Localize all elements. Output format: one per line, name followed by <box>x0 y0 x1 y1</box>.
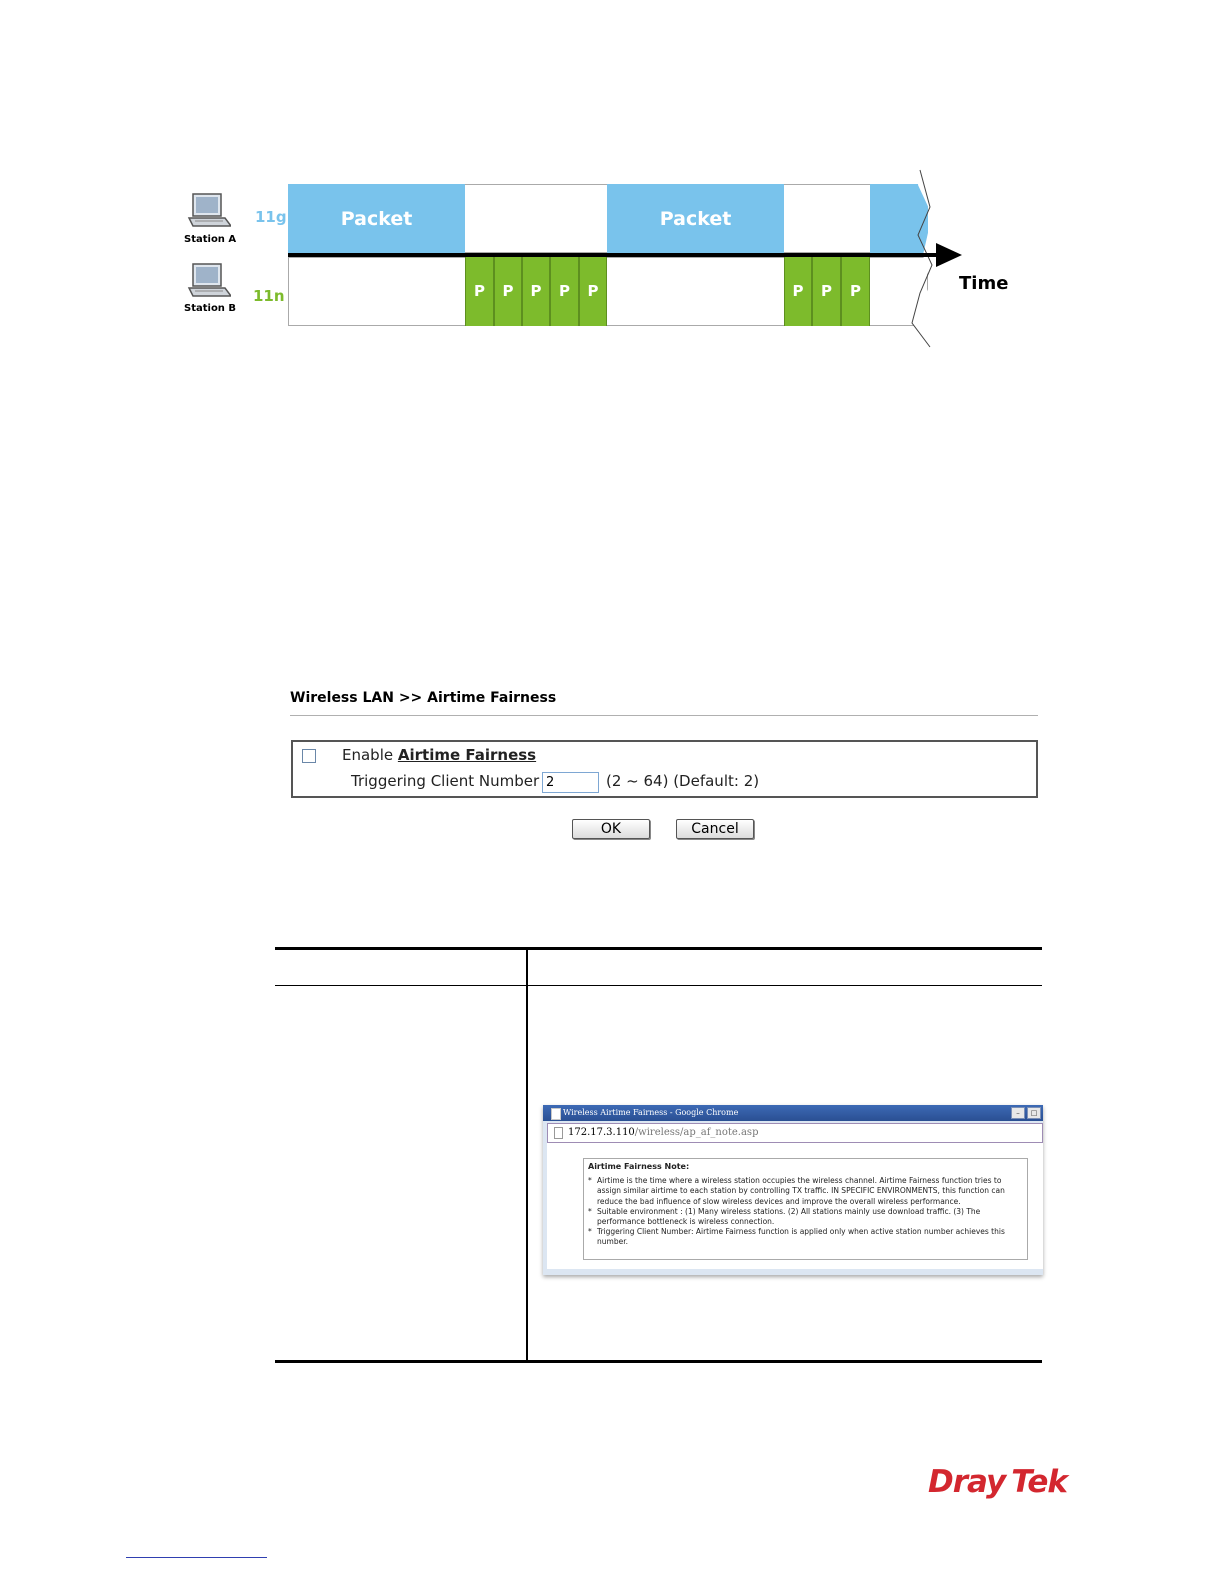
time-axis-label: Time <box>959 273 1009 294</box>
popup-address-bar[interactable] <box>547 1123 1043 1143</box>
band-11g-label: 11g <box>255 208 287 226</box>
packet-11n: P <box>579 256 607 326</box>
packet-11g: Packet <box>288 184 465 253</box>
station-b-label: Station B <box>184 303 237 314</box>
page-icon <box>554 1127 563 1139</box>
laptop-icon <box>187 262 231 302</box>
time-axis-arrow <box>280 165 980 355</box>
document-icon <box>551 1108 561 1120</box>
triggering-client-hint: (2 ~ 64) (Default: 2) <box>606 772 760 790</box>
draytek-logo <box>928 1464 1067 1500</box>
enable-label-prefix: Enable <box>342 746 398 764</box>
page-title: Wireless LAN >> Airtime Fairness <box>290 690 557 706</box>
note-item: * Airtime is the time where a wireless station occupies the wireless channel. Airtime Fairness function tries to assign similar airtime to each station by controlling TX traffic. IN SPECIFIC ENVIRONMENTS, this function can reduce the bad influence of slow wireless devices and improve the overall wireless performance. <box>588 1176 1023 1207</box>
packet-11n: P <box>784 256 812 326</box>
minimize-icon[interactable]: – <box>1011 1107 1025 1119</box>
station-a-label: Station A <box>184 234 237 245</box>
popup-body <box>547 1143 1043 1269</box>
window-controls <box>1011 1107 1041 1119</box>
packet-11n: P <box>841 256 870 326</box>
table-top-border <box>275 947 1042 950</box>
url-host: 172.17.3.110 <box>568 1127 635 1138</box>
packet-11n: P <box>494 256 522 326</box>
note-item: * Suitable environment : (1) Many wireless stations. (2) All stations mainly use download traffic. (3) The performance bottleneck is wireless connection. <box>588 1207 1023 1227</box>
packet-11n: P <box>550 256 579 326</box>
title-divider <box>290 715 1038 716</box>
enable-airtime-fairness-checkbox[interactable] <box>302 749 316 763</box>
airtime-fairness-link[interactable]: Airtime Fairness <box>397 746 537 764</box>
popup-window-title: Wireless Airtime Fairness - Google Chrome <box>563 1108 739 1117</box>
packet-11n: P <box>465 256 494 326</box>
note-title: Airtime Fairness Note: <box>588 1162 690 1171</box>
laptop-icon <box>187 192 231 232</box>
table-header-border <box>275 985 1042 986</box>
triggering-client-label: Triggering Client Number <box>351 772 540 790</box>
popup-titlebar <box>543 1105 1043 1121</box>
airtime-fairness-note <box>583 1158 1028 1260</box>
table-column-divider <box>526 948 528 1362</box>
maximize-icon[interactable]: □ <box>1027 1107 1041 1119</box>
packet-11n: P <box>812 256 841 326</box>
table-bottom-border <box>275 1360 1042 1363</box>
airtime-fairness-note-window <box>543 1105 1043 1275</box>
cancel-button[interactable]: Cancel <box>676 819 754 839</box>
ok-button[interactable]: OK <box>572 819 650 839</box>
logo-part-tek: Tek <box>1011 1464 1067 1500</box>
url-path: /wireless/ap_af_note.asp <box>634 1127 759 1138</box>
enable-label <box>342 746 536 764</box>
band-11n-label: 11n <box>253 287 285 305</box>
footer-link-underline[interactable] <box>126 1557 267 1558</box>
packet-11n: P <box>522 256 550 326</box>
packet-11g: Packet <box>607 184 784 253</box>
triggering-client-input[interactable]: 2 <box>542 772 599 793</box>
note-item: * Triggering Client Number: Airtime Fairness function is applied only when active station number achieves this number. <box>588 1227 1023 1247</box>
logo-part-dray: Dray <box>928 1464 1006 1500</box>
